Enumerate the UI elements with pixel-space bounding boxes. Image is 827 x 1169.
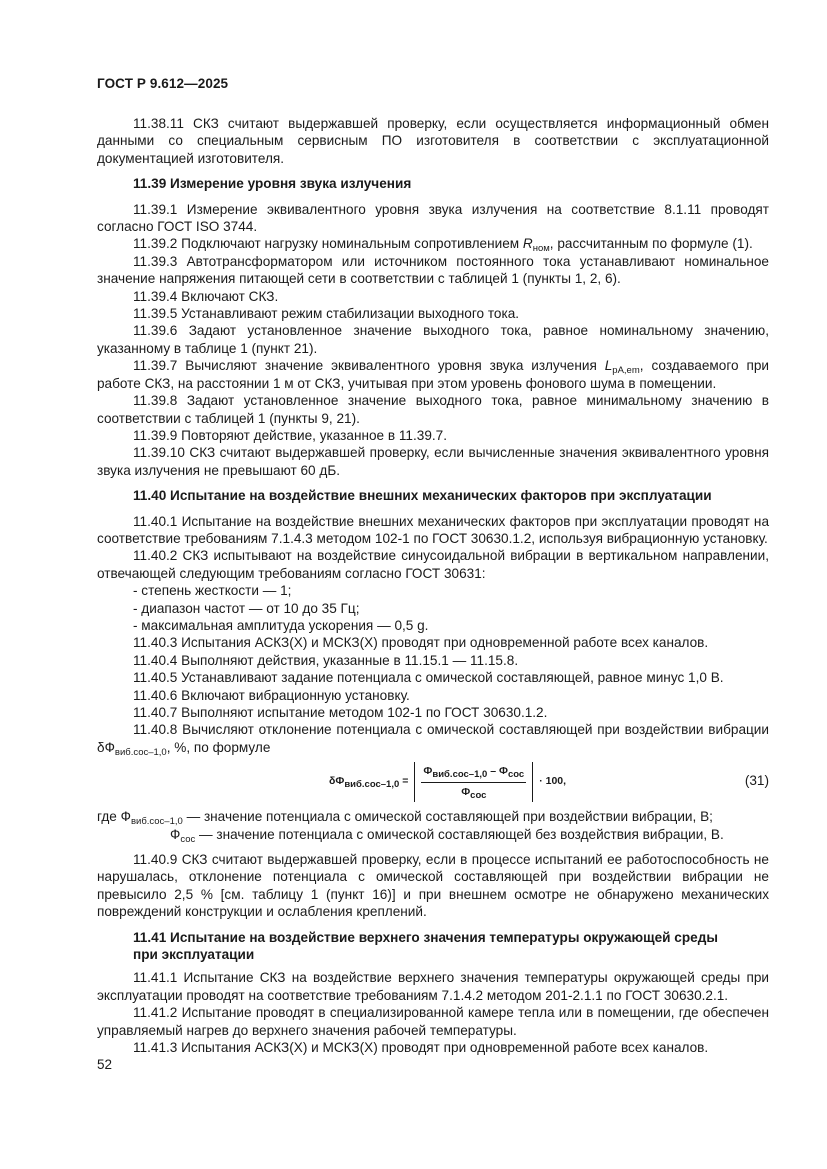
paragraph-11-40-4: 11.40.4 Выполняют действия, указанные в 11.15.1 — 11.15.8.	[133, 652, 519, 668]
formula-lhs	[329, 773, 399, 790]
formula-symbol: Ф	[498, 765, 508, 778]
where-subscript: виб.сос–1,0	[130, 816, 183, 828]
formula-multiplier: · 100,	[539, 775, 567, 788]
paragraph-11-41-3: 11.41.3 Испытания АСКЗ(Х) и МСКЗ(Х) проводят при одновременной работе всех каналов.	[133, 1040, 709, 1056]
list-item: - степень жесткости — 1;	[133, 583, 292, 599]
where-symbol: Ф	[120, 809, 131, 825]
formula-subscript: сос	[470, 789, 487, 801]
list-item: - диапазон частот — от 10 до 35 Гц;	[133, 600, 360, 616]
paragraph-text: , %, по формуле	[166, 739, 271, 755]
list-item: - максимальная амплитуда ускорения — 0,5 g.	[133, 617, 429, 633]
paragraph-11-40-5: 11.40.5 Устанавливают задание потенциала с омической составляющей, равное минус 1,0 В.	[133, 670, 724, 686]
paragraph-11-39-9: 11.39.9 Повторяют действие, указанное в 11.39.7.	[133, 427, 447, 443]
formula-fraction	[421, 763, 526, 801]
formula-symbol: δФ	[329, 775, 345, 788]
paragraph-11-39-5: 11.39.5 Устанавливают режим стабилизации выходного тока.	[133, 306, 520, 322]
where-symbol: Ф	[170, 826, 181, 842]
formula-absolute-value	[414, 762, 533, 802]
document-body	[97, 115, 769, 1057]
formula-minus: –	[487, 765, 499, 778]
symbol-delta-phi	[97, 739, 271, 758]
paragraph-11-39-1: 11.39.1 Измерение эквивалентного уровня звука излучения на соответствие 8.1.11 проводят согласно ГОСТ ISO 3744.	[97, 201, 769, 235]
symbol-subscript: pA,em	[612, 365, 640, 377]
page-number: 52	[97, 1057, 113, 1072]
paragraph-11-40-7: 11.40.7 Выполняют испытание методом 102-1 по ГОСТ 30630.1.2.	[133, 705, 548, 720]
formula-block	[97, 760, 769, 804]
paragraph-11-39-10: 11.39.10 СКЗ считают выдержавшей проверку, если вычисленные значения эквивалентного уровня звука излучения не превышают 60 дБ.	[97, 445, 769, 478]
section-heading-11-41: 11.41 Испытание на воздействие верхнего значения температуры окружающей среды при эксплуатации	[133, 929, 718, 963]
where-definition-1	[97, 808, 769, 828]
paragraph-11-39-2	[97, 235, 769, 255]
paragraph-text: 11.39.2 Подключают нагрузку номинальным сопротивлением	[133, 236, 523, 252]
symbol-subscript: виб.сос–1,0	[114, 746, 167, 758]
paragraph-11-41-2: 11.41.2 Испытание проводят в специализированной камере тепла или в помещении, где обеспечен управляемый нагрев до верхнего значения рабочей температуры.	[97, 1005, 769, 1038]
paragraph-11-40-2: 11.40.2 СКЗ испытывают на воздействие синусоидальной вибрации в вертикальном направлении, отвечающей следующим требованиям согласно ГОСТ 30631:	[97, 548, 769, 581]
symbol-text: δФ	[97, 739, 115, 755]
paragraph-11-40-3: 11.40.3 Испытания АСКЗ(Х) и МСКЗ(Х) проводят при одновременной работе всех каналов.	[133, 635, 709, 651]
document-code-header: ГОСТ Р 9.612—2025	[97, 76, 229, 91]
paragraph-11-39-3: 11.39.3 Автотрансформатором или источником постоянного тока устанавливают номинальное значение напряжения питающей сети в соответствии с таблицей 1 (пункты 1, 2, 6).	[97, 253, 769, 287]
paragraph-11-40-9: 11.40.9 СКЗ считают выдержавшей проверку, если в процессе испытаний ее работоспособность не нарушалась, отклонение потенциала с омической составляющей при воздействии вибрации не превысило 2,5 % [см. таблицу 1 (пункт 16)] и при внешнем осмотре не обнаружено механических повреждений конструкции и ослабления креплений.	[97, 852, 769, 920]
symbol-r: R	[522, 236, 533, 252]
where-definition-2	[97, 826, 769, 843]
paragraph-11-41-1: 11.41.1 Испытание СКЗ на воздействие верхнего значения температуры окружающей среды при эксплуатации проводят на соответствие требованиям 7.1.4.2 методом 201-2.1.1 по ГОСТ 30630.2.1.	[97, 970, 769, 1003]
equation-number: (31)	[744, 773, 769, 789]
paragraph-text: , рассчитанным по формуле (1).	[549, 236, 753, 252]
paragraph-text: , создаваемого при работе СКЗ, на расстоянии 1 м от СКЗ, учитывая при этом уровень фонового шума в помещении.	[97, 358, 769, 391]
where-description: — значение потенциала с омической составляющей без воздействия вибрации, В.	[195, 826, 724, 842]
paragraph-11-40-1: 11.40.1 Испытание на воздействие внешних механических факторов при эксплуатации проводят на соответствие требованиям 7.1.4.3 методом 102-1 по ГОСТ 30630.1.2, используя вибрационную установку.	[97, 513, 769, 546]
where-subscript: сос	[180, 833, 196, 845]
formula-denominator	[461, 783, 486, 801]
paragraph-11-40-8	[97, 721, 769, 756]
paragraph-11-39-7	[97, 357, 769, 392]
formula-symbol: Ф	[461, 785, 471, 798]
paragraph-11-39-6: 11.39.6 Задают установленное значение выходного тока, равное номинальному значению, указанному в таблице 1 (пункт 21).	[97, 323, 769, 356]
formula-numerator	[421, 763, 526, 782]
formula-subscript: виб.сос–1,0	[344, 779, 400, 791]
formula-subscript: сос	[507, 769, 525, 781]
formula-symbol: Ф	[423, 765, 433, 778]
paragraph-11-38-11: 11.38.11 СКЗ считают выдержавшей проверку, если осуществляется информационный обмен данными со специальным сервисным ПО изготовителя в соответствии с эксплуатационной документацией изготовителя.	[97, 116, 769, 166]
paragraph-11-39-8: 11.39.8 Задают установленное значение выходного тока, равное минимальному значению в соответствии с таблицей 1 (пункты 9, 21).	[97, 393, 769, 426]
symbol-l: L	[604, 358, 613, 374]
paragraph-text: 11.40.8 Вычисляют отклонение потенциала с омической составляющей при воздействии вибрации	[133, 722, 769, 738]
formula-subscript: виб.сос–1,0	[432, 769, 488, 781]
paragraph-text: 11.39.7 Вычисляют значение эквивалентного уровня звука излучения	[133, 358, 605, 374]
formula-equals: =	[402, 775, 409, 788]
symbol-subscript: ном	[532, 243, 550, 255]
where-description: — значение потенциала с омической составляющей при воздействии вибрации, В;	[182, 809, 713, 825]
paragraph-11-39-4: 11.39.4 Включают СКЗ.	[133, 288, 279, 304]
section-heading-11-40: 11.40 Испытание на воздействие внешних механических факторов при эксплуатации	[133, 488, 712, 504]
where-word: где	[97, 809, 121, 825]
formula-31	[329, 762, 566, 802]
section-heading-11-39: 11.39 Измерение уровня звука излучения	[133, 176, 412, 192]
paragraph-11-40-6: 11.40.6 Включают вибрационную установку.	[133, 687, 410, 703]
